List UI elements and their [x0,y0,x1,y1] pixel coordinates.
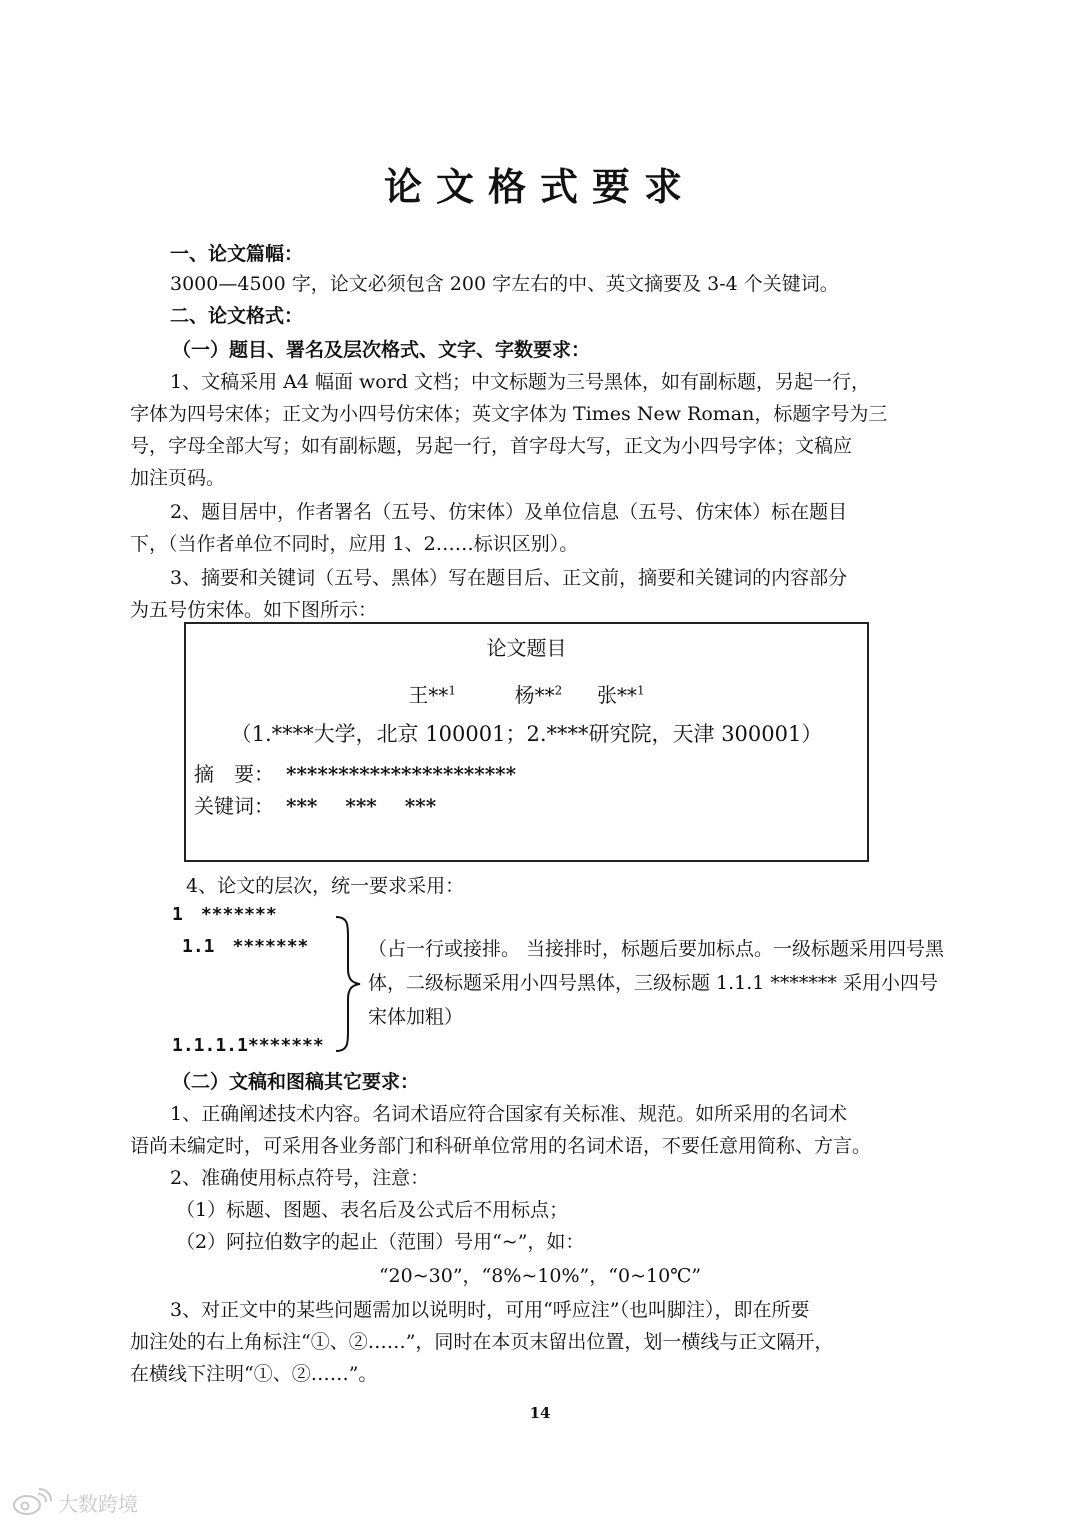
paragraph-line: 加注处的右上角标注“①、②……”，同时在本页末留出位置，划一横线与正文隔开， [130,1331,834,1353]
sample-keyword: *** [286,794,318,818]
sample-paper-header-box [184,622,869,862]
sample-keyword: *** [345,794,377,818]
paragraph-line: 加注页码。 [130,467,226,489]
sample-author: 王**$^1$ [408,682,456,707]
paragraph-line: 语尚未编定时，可采用各业务部门和科研单位常用的名词术语，不要任意用简称、方言。 [130,1135,872,1157]
page-number: 14 [529,1404,551,1422]
paragraph-line: 2、题目居中，作者署名（五号、仿宋体）及单位信息（五号、仿宋体）标在题目 [170,501,848,523]
hierarchy-level-2: 1.1 ******* [182,936,309,957]
paragraph-line: 在横线下注明“①、②……”。 [130,1363,378,1385]
paragraph-line: 为五号仿宋体。如下图所示： [130,599,378,621]
paragraph-line: 3、对正文中的某些问题需加以说明时，可用“呼应注”（也叫脚注），即在所要 [170,1299,810,1321]
paragraph-line: 号，字母全部大写；如有副标题，另起一行，首字母大写，正文为小四号字体；文稿应 [130,435,853,457]
watermark [12,1486,138,1518]
paragraph-line: 下，（当作者单位不同时，应用 1、2……标识区别）。 [130,533,579,555]
sample-abstract-label: 摘 要： [194,762,274,786]
hierarchy-level-4: 1.1.1.1******* [172,1035,324,1056]
length-requirement: 3000—4500 字，论文必须包含 200 字左右的中、英文摘要及 3-4 个关键词。 [170,273,839,295]
sample-paper-title: 论文题目 [486,636,567,660]
sample-abstract-value: ********************** [286,762,517,786]
sample-affiliation: （1.****大学，北京 100001；2.****研究院，天津 300001） [230,722,823,746]
sample-keywords-row [194,790,875,822]
hierarchy-note: （占一行或接排。 当接排时，标题后要加标点。一级标题采用四号黑体，二级标题采用小四号黑体，三级标题 1.1.1 ******* 采用小四号宋体加粗） [368,938,945,1028]
paragraph-line: 2、准确使用标点符号，注意： [170,1167,430,1189]
watermark-text: 大数跨境 [58,1491,138,1516]
paragraph-line: （1）标题、图题、表名后及公式后不用标点； [176,1199,569,1221]
paragraph-line: 字体为四号宋体；正文为小四号仿宋体；英文字体为 Times New Roman，标题字号为三 [130,403,888,425]
sample-author: 杨**$^2$ [514,682,563,707]
paragraph-line: （2）阿拉伯数字的起止（范围）号用“~”，如： [176,1231,585,1253]
paragraph-line: 1、正确阐述技术内容。名词术语应符合国家有关标准、规范。如所采用的名词术 [170,1103,848,1125]
subsection-heading-other: （二）文稿和图稿其它要求： [172,1071,420,1093]
paragraph-line: 1、文稿采用 A4 幅面 word 文档；中文标题为三号黑体，如有副标题，另起一行， [170,371,871,393]
section-heading-format: 二、论文格式： [170,305,304,327]
paragraph-line: 3、摘要和关键词（五号、黑体）写在题目后、正文前，摘要和关键词的内容部分 [170,567,848,589]
hierarchy-level-1: 1 ******* [172,904,277,925]
range-example: “20~30”，“8%~10%”，“0~10℃” [378,1265,702,1287]
page-title: 论文格式要求 [383,164,696,209]
sample-authors [186,674,867,711]
paragraph-line: 4、论文的层次，统一要求采用： [186,875,465,897]
sample-keyword: *** [404,794,437,818]
section-heading-length: 一、论文篇幅： [170,243,304,265]
sample-abstract-row [194,758,875,790]
subsection-heading-title: （一）题目、署名及层次格式、文字、字数要求： [172,339,591,361]
sample-author: 张**$^1$ [597,682,645,707]
curly-brace-icon [330,913,364,1055]
weibo-logo-icon [12,1488,52,1516]
sample-keywords-label: 关键词： [194,794,274,818]
